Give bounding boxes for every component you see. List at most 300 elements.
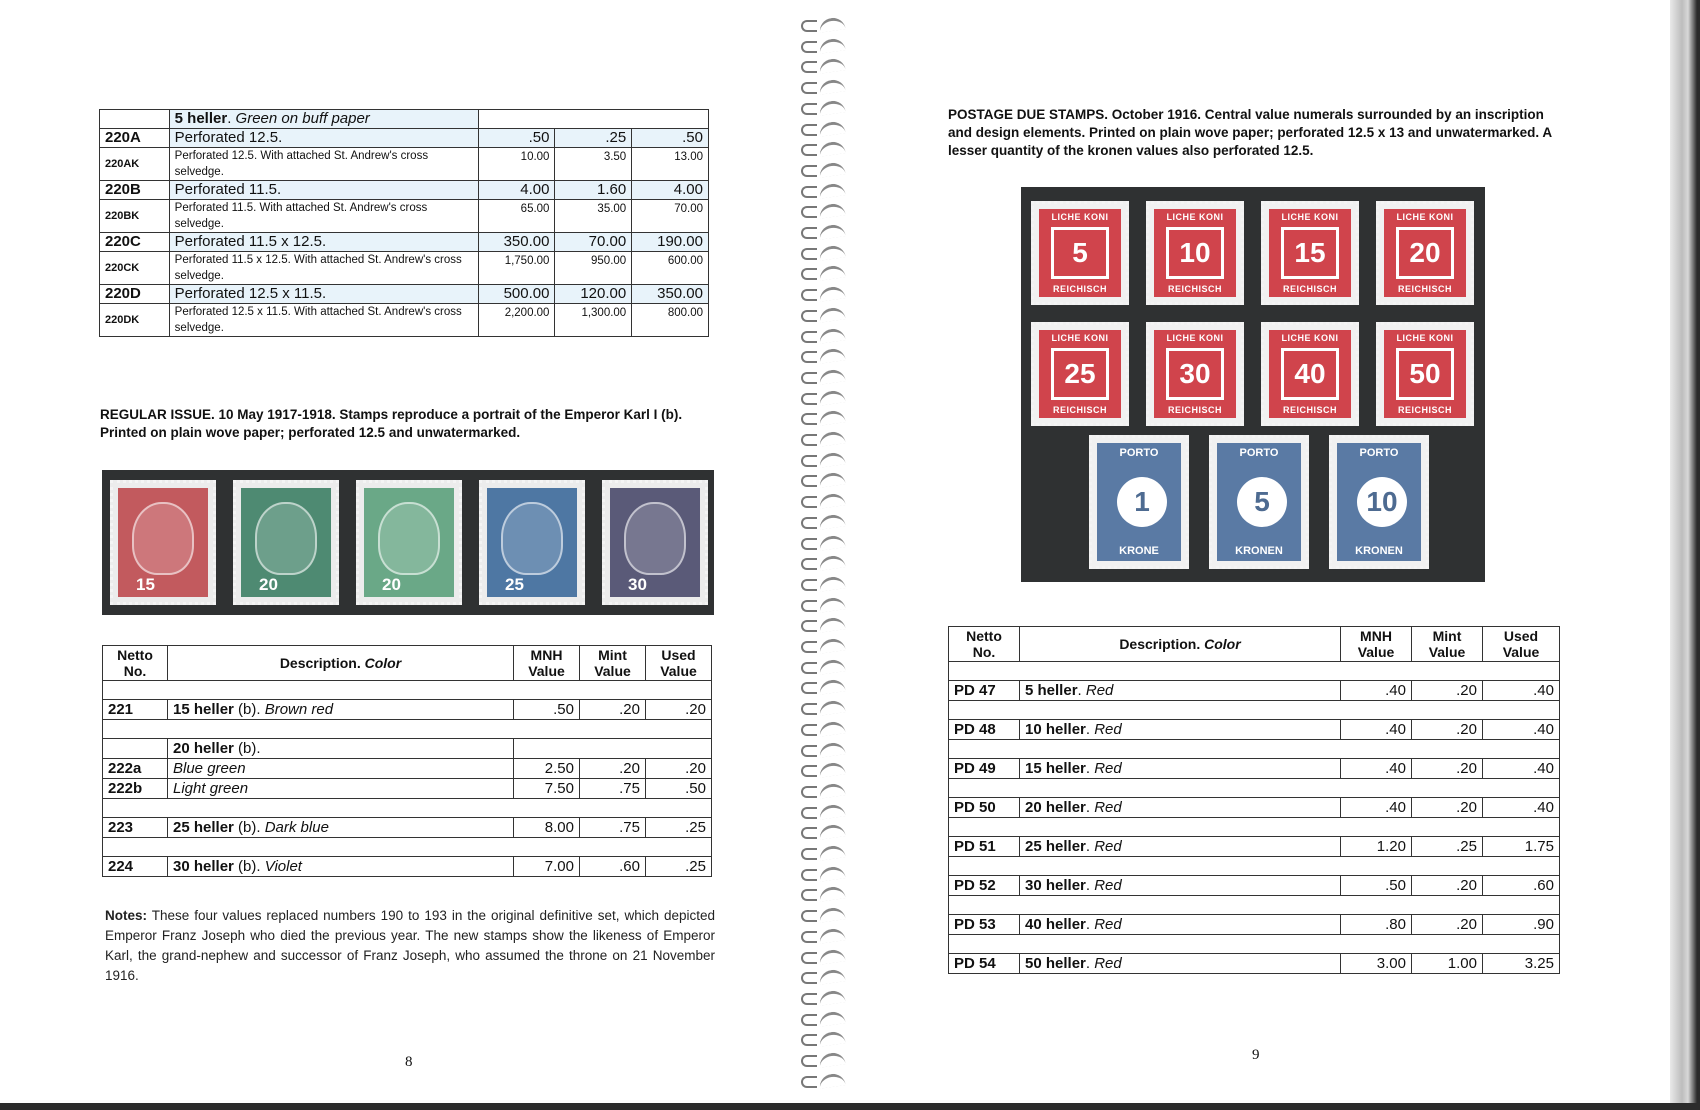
spiral-coil — [801, 266, 849, 278]
due-inscription: REICHISCH — [1052, 405, 1107, 415]
spiral-coil — [801, 970, 849, 982]
table-row — [949, 837, 1560, 857]
mint-value: .20 — [1412, 681, 1483, 701]
spiral-coil — [801, 908, 849, 920]
description: 50 heller. Red — [1020, 954, 1341, 974]
karl-stamps-photo — [102, 470, 714, 615]
netto-number: PD 48 — [949, 720, 1020, 740]
variant-row — [100, 252, 709, 285]
mnh-value: 7.00 — [514, 857, 580, 877]
due-inscription: REICHISCH — [1167, 284, 1222, 294]
color: Light green — [173, 780, 249, 797]
mint-value: .20 — [1412, 720, 1483, 740]
variant-value: 13.00 — [632, 148, 709, 181]
netto-number: PD 51 — [949, 837, 1020, 857]
description: 25 heller. Red — [1020, 837, 1341, 857]
denomination: 15 heller — [1025, 760, 1086, 777]
variant-value: 190.00 — [632, 233, 709, 252]
spiral-coil — [801, 432, 849, 444]
description: 30 heller. Red — [1020, 876, 1341, 896]
netto-number: 222b — [103, 779, 168, 799]
variant-desc: Perforated 12.5. — [169, 129, 478, 148]
spiral-coil — [801, 122, 849, 134]
used-value: .60 — [1483, 876, 1560, 896]
variant-value: 65.00 — [478, 200, 555, 233]
variant-value: .50 — [632, 129, 709, 148]
empty-values — [514, 739, 712, 759]
spiral-coil — [801, 1032, 849, 1044]
variant-value: 1.60 — [555, 181, 632, 200]
spiral-coil — [801, 411, 849, 423]
variant-desc: Perforated 11.5. — [169, 181, 478, 200]
due-inscription: LICHE KONI — [1051, 333, 1109, 343]
variant-code: 220C — [100, 233, 170, 252]
color: Blue green — [173, 760, 246, 777]
karl-stamp — [233, 480, 339, 605]
netto-number: 224 — [103, 857, 168, 877]
regular-issue-table — [102, 645, 712, 877]
variant-code: 220DK — [100, 304, 170, 337]
variant-value: 70.00 — [555, 233, 632, 252]
spiral-coil — [801, 473, 849, 485]
denomination: 30 heller — [173, 858, 234, 875]
variant-value: 350.00 — [632, 285, 709, 304]
color: Red — [1094, 877, 1122, 894]
postage-due-stamp — [1376, 201, 1474, 305]
due-value: 30 — [1166, 348, 1224, 400]
postage-due-stamp — [1261, 201, 1359, 305]
variant-row — [100, 129, 709, 148]
kronen-porto: PORTO — [1359, 447, 1399, 459]
used-value: 1.75 — [1483, 837, 1560, 857]
variant-value: 500.00 — [478, 285, 555, 304]
postage-due-stamp — [1031, 322, 1129, 426]
kronen-porto: PORTO — [1119, 447, 1159, 459]
spiral-coil — [801, 308, 849, 320]
netto-number: PD 53 — [949, 915, 1020, 935]
table-row — [949, 876, 1560, 896]
due-value: 50 — [1396, 348, 1454, 400]
spiral-coil — [801, 929, 849, 941]
variant-value: 3.50 — [555, 148, 632, 181]
variant-desc: Perforated 11.5 x 12.5. With attached St. Andrew's cross selvedge. — [169, 252, 478, 285]
postage-due-heading: POSTAGE DUE STAMPS. October 1916. Central value numerals surrounded by an inscription and design elements. Printed on plain wove paper; perforated 12.5 x 13 and unwatermarked. A lesser quantity of the kronen values also perforated 12.5. — [948, 107, 1552, 158]
left-page — [0, 0, 825, 1103]
variants-header-code — [100, 110, 170, 129]
mint-value: 1.00 — [1412, 954, 1483, 974]
spiral-coil — [801, 163, 849, 175]
spiral-coil — [801, 867, 849, 879]
spacer-row — [949, 701, 1560, 720]
variant-value: .25 — [555, 129, 632, 148]
spiral-coil — [801, 805, 849, 817]
stamp-value: 20 — [259, 575, 278, 594]
spiral-coil — [801, 701, 849, 713]
spacer-row — [103, 720, 712, 739]
mnh-value: 8.00 — [514, 818, 580, 838]
netto-number: 221 — [103, 700, 168, 720]
description — [168, 818, 514, 838]
color: Red — [1094, 916, 1122, 933]
color: Dark blue — [264, 819, 329, 836]
used-value: .40 — [1483, 798, 1560, 818]
mnh-value: .40 — [1341, 720, 1412, 740]
description: 20 heller. Red — [1020, 798, 1341, 818]
spiral-coil — [801, 204, 849, 216]
denomination: 25 heller — [1025, 838, 1086, 855]
spiral-coil — [801, 660, 849, 672]
col-mnh: MNH Value — [1341, 627, 1412, 662]
variant-value: 800.00 — [632, 304, 709, 337]
mint-value: .60 — [580, 857, 646, 877]
spiral-coil — [801, 887, 849, 899]
description: 10 heller. Red — [1020, 720, 1341, 740]
spiral-coil — [801, 618, 849, 630]
spiral-coil — [801, 556, 849, 568]
variant-desc: Perforated 12.5. With attached St. Andrew's cross selvedge. — [169, 148, 478, 181]
stamp-value: 15 — [136, 575, 155, 594]
due-inscription: REICHISCH — [1282, 284, 1337, 294]
mnh-value: .80 — [1341, 915, 1412, 935]
spiral-coil — [801, 370, 849, 382]
mnh-value: 1.20 — [1341, 837, 1412, 857]
denomination: 20 heller — [173, 740, 234, 757]
kronen-porto: PORTO — [1239, 447, 1279, 459]
col-mnh: MNH Value — [514, 646, 580, 681]
spiral-coil — [801, 639, 849, 651]
used-value: .40 — [1483, 720, 1560, 740]
table-row — [949, 798, 1560, 818]
due-inscription: REICHISCH — [1282, 405, 1337, 415]
emperor-portrait — [501, 502, 563, 575]
variant-value: 1,750.00 — [478, 252, 555, 285]
due-inscription: LICHE KONI — [1051, 212, 1109, 222]
spiral-coil — [801, 763, 849, 775]
spiral-coil — [801, 225, 849, 237]
kronen-value: 5 — [1237, 477, 1287, 527]
mint-value: .20 — [1412, 915, 1483, 935]
spiral-coil — [801, 577, 849, 589]
col-netto-no: Netto No. — [949, 627, 1020, 662]
spiral-coil — [801, 784, 849, 796]
netto-number — [103, 739, 168, 759]
variant-value: 950.00 — [555, 252, 632, 285]
stamp-value: 25 — [505, 575, 524, 594]
spiral-coil — [801, 142, 849, 154]
stamp-value: 20 — [382, 575, 401, 594]
due-inscription: REICHISCH — [1397, 284, 1452, 294]
table-row — [949, 720, 1560, 740]
variant-code: 220B — [100, 181, 170, 200]
spiral-coil — [801, 80, 849, 92]
postage-due-table — [948, 626, 1560, 974]
mint-value: .20 — [580, 700, 646, 720]
variant-code: 220D — [100, 285, 170, 304]
emperor-portrait — [624, 502, 686, 575]
variant-value: 35.00 — [555, 200, 632, 233]
mint-value: .20 — [1412, 876, 1483, 896]
variants-table — [99, 109, 709, 337]
spiral-coil — [801, 349, 849, 361]
used-value: .50 — [646, 779, 712, 799]
col-mint: Mint Value — [580, 646, 646, 681]
stamp-value: 30 — [628, 575, 647, 594]
variant-row — [100, 304, 709, 337]
kronen-stamp — [1329, 435, 1429, 569]
variant-desc: Perforated 11.5. With attached St. Andrew's cross selvedge. — [169, 200, 478, 233]
spiral-coil — [801, 722, 849, 734]
variant-value: .50 — [478, 129, 555, 148]
due-inscription: LICHE KONI — [1166, 212, 1224, 222]
variants-header-values — [478, 110, 708, 129]
used-value: .20 — [646, 700, 712, 720]
scan-bottom-edge — [0, 1103, 1700, 1110]
mnh-value: .50 — [514, 700, 580, 720]
variant-row — [100, 181, 709, 200]
table-row — [103, 818, 712, 838]
variant-row — [100, 285, 709, 304]
spiral-coil — [801, 598, 849, 610]
spiral-coil — [801, 743, 849, 755]
table-row — [103, 779, 712, 799]
spiral-coil — [801, 991, 849, 1003]
regular-issue-heading: REGULAR ISSUE. 10 May 1917-1918. Stamps reproduce a portrait of the Emperor Karl I (b). Printed on plain wove paper; perforated 12.5 and unwatermarked. — [100, 407, 683, 440]
denomination: 15 heller — [173, 701, 234, 718]
postage-due-stamps-photo — [1021, 187, 1485, 582]
kronen-stamp — [1089, 435, 1189, 569]
table-row — [103, 700, 712, 720]
karl-stamp — [356, 480, 462, 605]
description — [168, 739, 514, 759]
description — [168, 700, 514, 720]
spiral-coil — [801, 494, 849, 506]
color: Red — [1094, 799, 1122, 816]
col-description: Description. Color — [168, 646, 514, 681]
netto-number: PD 47 — [949, 681, 1020, 701]
table-row — [103, 857, 712, 877]
mint-value: .25 — [1412, 837, 1483, 857]
due-value: 40 — [1281, 348, 1339, 400]
col-mint: Mint Value — [1412, 627, 1483, 662]
used-value: 3.25 — [1483, 954, 1560, 974]
due-inscription: REICHISCH — [1052, 284, 1107, 294]
variant-row — [100, 233, 709, 252]
variant-value: 600.00 — [632, 252, 709, 285]
kronen-label: KRONEN — [1355, 545, 1403, 557]
due-value: 5 — [1051, 227, 1109, 279]
color: Violet — [264, 858, 302, 875]
variant-code: 220CK — [100, 252, 170, 285]
color: Red — [1094, 721, 1122, 738]
col-used: Used Value — [1483, 627, 1560, 662]
postage-due-stamp — [1261, 322, 1359, 426]
spacer-row — [949, 662, 1560, 681]
mnh-value: 7.50 — [514, 779, 580, 799]
description — [168, 759, 514, 779]
emperor-portrait — [378, 502, 440, 575]
variant-value: 1,300.00 — [555, 304, 632, 337]
spiral-binding — [795, 18, 855, 1098]
kronen-stamp — [1209, 435, 1309, 569]
spacer-row — [103, 799, 712, 818]
variant-code: 220BK — [100, 200, 170, 233]
color: Brown red — [264, 701, 334, 718]
description: 5 heller. Red — [1020, 681, 1341, 701]
used-value: .25 — [646, 818, 712, 838]
table-row — [949, 681, 1560, 701]
book-right-edge — [1670, 0, 1700, 1110]
spiral-coil — [801, 391, 849, 403]
karl-stamp — [479, 480, 585, 605]
variant-row — [100, 148, 709, 181]
mint-value: .75 — [580, 779, 646, 799]
denomination: 30 heller — [1025, 877, 1086, 894]
due-inscription: REICHISCH — [1397, 405, 1452, 415]
spiral-coil — [801, 329, 849, 341]
due-value: 20 — [1396, 227, 1454, 279]
spiral-coil — [801, 680, 849, 692]
kronen-label: KRONE — [1119, 545, 1159, 557]
spiral-coil — [801, 59, 849, 71]
variant-value: 4.00 — [632, 181, 709, 200]
spiral-coil — [801, 18, 849, 30]
mint-value: .20 — [580, 759, 646, 779]
postage-due-stamp — [1376, 322, 1474, 426]
table-row — [949, 915, 1560, 935]
variant-code: 220A — [100, 129, 170, 148]
spiral-coil — [801, 536, 849, 548]
spiral-coil — [801, 515, 849, 527]
spacer-row — [103, 681, 712, 700]
postage-due-stamp — [1146, 322, 1244, 426]
netto-number: PD 49 — [949, 759, 1020, 779]
spacer-row — [103, 838, 712, 857]
spiral-coil — [801, 825, 849, 837]
table-row — [103, 759, 712, 779]
color: Red — [1094, 760, 1122, 777]
spiral-coil — [801, 1074, 849, 1086]
variant-value: 10.00 — [478, 148, 555, 181]
spiral-coil — [801, 453, 849, 465]
color: Red — [1094, 838, 1122, 855]
design-ref: (b). — [233, 858, 265, 875]
due-value: 15 — [1281, 227, 1339, 279]
variant-value: 70.00 — [632, 200, 709, 233]
table-row — [949, 954, 1560, 974]
postage-due-stamp — [1031, 201, 1129, 305]
spiral-coil — [801, 950, 849, 962]
variant-code: 220AK — [100, 148, 170, 181]
due-inscription: LICHE KONI — [1396, 212, 1454, 222]
variant-desc: Perforated 11.5 x 12.5. — [169, 233, 478, 252]
color: Red — [1085, 682, 1114, 699]
col-description: Description. Color — [1020, 627, 1341, 662]
mnh-value: .40 — [1341, 759, 1412, 779]
variants-header-desc: 5 heller. Green on buff paper — [169, 110, 478, 129]
mnh-value: .40 — [1341, 681, 1412, 701]
used-value: .25 — [646, 857, 712, 877]
mnh-value: 3.00 — [1341, 954, 1412, 974]
karl-stamp — [602, 480, 708, 605]
kronen-value: 1 — [1117, 477, 1167, 527]
mnh-value: .50 — [1341, 876, 1412, 896]
spiral-coil — [801, 184, 849, 196]
mint-value: .20 — [1412, 798, 1483, 818]
description — [168, 857, 514, 877]
spacer-row — [949, 818, 1560, 837]
description: 15 heller. Red — [1020, 759, 1341, 779]
postage-due-stamp — [1146, 201, 1244, 305]
emperor-portrait — [132, 502, 194, 575]
spiral-coil — [801, 287, 849, 299]
spacer-row — [949, 857, 1560, 876]
karl-stamp — [110, 480, 216, 605]
mint-value: .20 — [1412, 759, 1483, 779]
due-inscription: LICHE KONI — [1166, 333, 1224, 343]
spiral-coil — [801, 1053, 849, 1065]
spiral-coil — [801, 101, 849, 113]
page-number-left: 8 — [405, 1054, 413, 1070]
denomination: 10 heller — [1025, 721, 1086, 738]
color: Red — [1094, 955, 1122, 972]
mint-value: .75 — [580, 818, 646, 838]
mnh-value: .40 — [1341, 798, 1412, 818]
used-value: .90 — [1483, 915, 1560, 935]
col-netto-no: Netto No. — [103, 646, 168, 681]
spiral-coil — [801, 39, 849, 51]
kronen-value: 10 — [1357, 477, 1407, 527]
mnh-value: 2.50 — [514, 759, 580, 779]
design-ref: (b). — [233, 701, 265, 718]
denomination: 40 heller — [1025, 916, 1086, 933]
design-ref: (b). — [233, 819, 265, 836]
notes-paragraph: Notes: These four values replaced numbers 190 to 193 in the original definitive set, which depicted Emperor Franz Joseph who died the previous year. The new stamps show the likeness of Emperor Karl, the grand-nephew and successor of Franz Joseph, who assumed the throne on 21 November 1916. — [105, 908, 715, 983]
emperor-portrait — [255, 502, 317, 575]
spacer-row — [949, 896, 1560, 915]
due-inscription: REICHISCH — [1167, 405, 1222, 415]
used-value: .40 — [1483, 681, 1560, 701]
variant-value: 350.00 — [478, 233, 555, 252]
netto-number: 222a — [103, 759, 168, 779]
netto-number: PD 52 — [949, 876, 1020, 896]
table-row — [949, 759, 1560, 779]
netto-number: 223 — [103, 818, 168, 838]
variant-value: 2,200.00 — [478, 304, 555, 337]
due-inscription: LICHE KONI — [1281, 212, 1339, 222]
variant-desc: Perforated 12.5 x 11.5. With attached St. Andrew's cross selvedge. — [169, 304, 478, 337]
due-value: 10 — [1166, 227, 1224, 279]
variant-row — [100, 200, 709, 233]
description — [168, 779, 514, 799]
denomination: 5 heller — [1025, 682, 1078, 699]
table-row — [103, 739, 712, 759]
spiral-coil — [801, 1012, 849, 1024]
kronen-label: KRONEN — [1235, 545, 1283, 557]
description: 40 heller. Red — [1020, 915, 1341, 935]
due-value: 25 — [1051, 348, 1109, 400]
denomination: 20 heller — [1025, 799, 1086, 816]
page-number-right: 9 — [1252, 1047, 1260, 1063]
spiral-coil — [801, 846, 849, 858]
used-value: .20 — [646, 759, 712, 779]
denomination: 25 heller — [173, 819, 234, 836]
design-ref: (b). — [233, 740, 261, 757]
variant-value: 120.00 — [555, 285, 632, 304]
col-used: Used Value — [646, 646, 712, 681]
spacer-row — [949, 779, 1560, 798]
due-inscription: LICHE KONI — [1281, 333, 1339, 343]
netto-number: PD 54 — [949, 954, 1020, 974]
